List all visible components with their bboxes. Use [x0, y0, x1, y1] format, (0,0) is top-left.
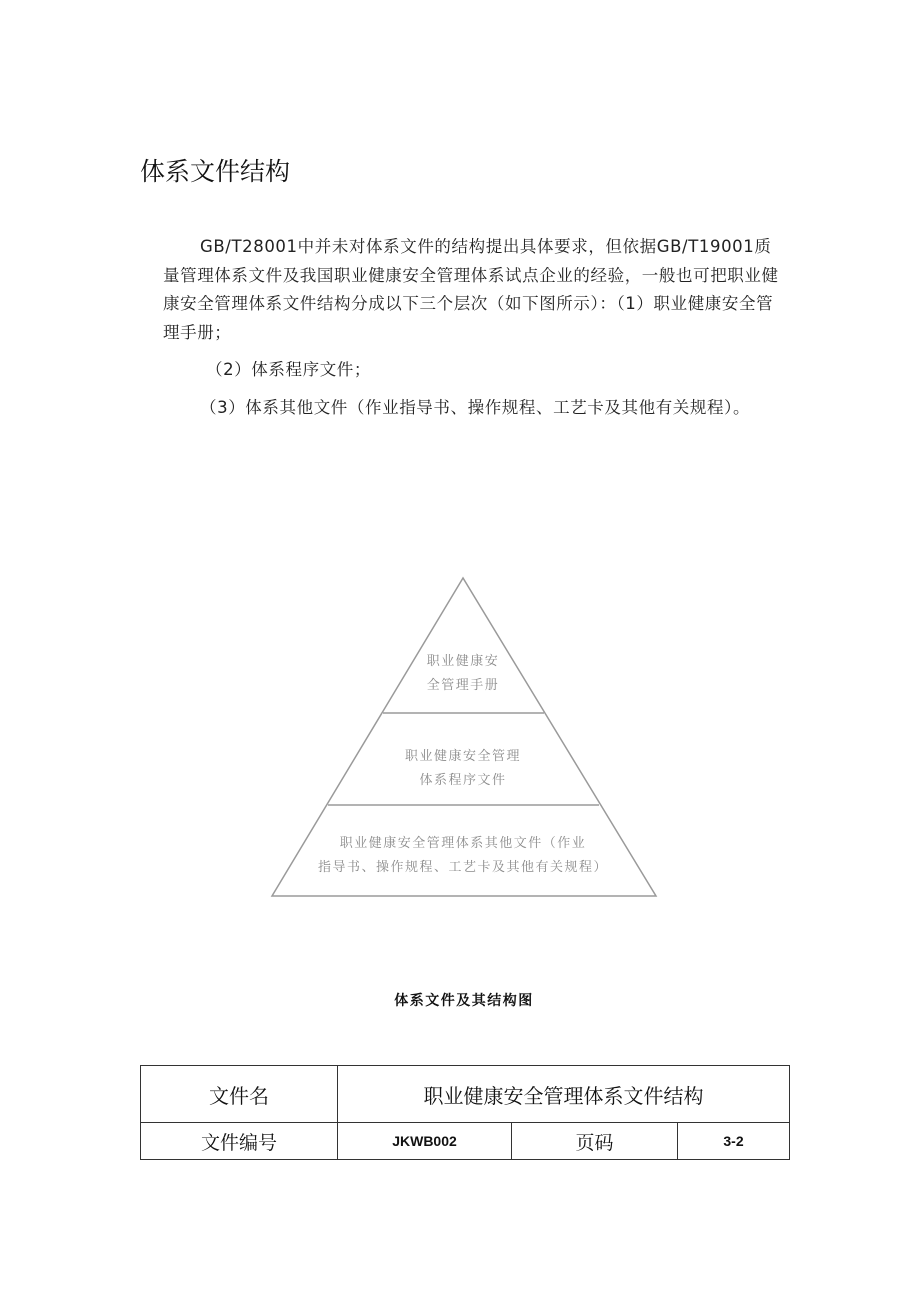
pyramid-top-line1: 职业健康安 — [426, 654, 500, 669]
table-row — [141, 1123, 790, 1160]
file-name-value: 职业健康安全管理体系文件结构 — [338, 1066, 790, 1123]
file-code-value: JKWB002 — [338, 1123, 512, 1160]
pyramid-middle-line2: 体系程序文件 — [419, 773, 507, 788]
paragraph-item-3 — [163, 394, 783, 423]
file-code-label: 文件编号 — [141, 1123, 338, 1160]
document-info-table — [140, 1065, 790, 1160]
pyramid-bottom-line1: 职业健康安全管理体系其他文件（作业 — [339, 836, 587, 851]
table-row — [141, 1066, 790, 1123]
file-name-label: 文件名 — [141, 1066, 338, 1123]
page-value: 3-2 — [678, 1123, 790, 1160]
page-heading: 体系文件结构 — [140, 157, 291, 186]
figure-caption: 体系文件及其结构图 — [394, 993, 534, 1009]
paragraph-intro-text: GB/T28001中并未对体系文件的结构提出具体要求，但依据GB/T19001质量管理体系文件及我国职业健康安全管理体系试点企业的经验，一般也可把职业健康安全管理体系文件结构分成以下三个层次（如下图所示）：（1）职业健康安全管理手册； — [163, 237, 779, 342]
paragraph-item-2: （2）体系程序文件； — [206, 360, 371, 379]
pyramid-top-line2: 全管理手册 — [426, 678, 500, 693]
pyramid-diagram — [268, 574, 660, 900]
paragraph-intro — [163, 233, 783, 347]
pyramid-middle-line1: 职业健康安全管理 — [404, 749, 522, 764]
page-label: 页码 — [512, 1123, 678, 1160]
pyramid-bottom-line2: 指导书、操作规程、工艺卡及其他有关规程） — [317, 860, 609, 875]
paragraph-item-3-text: （3）体系其他文件（作业指导书、操作规程、工艺卡及其他有关规程）。 — [200, 398, 751, 417]
